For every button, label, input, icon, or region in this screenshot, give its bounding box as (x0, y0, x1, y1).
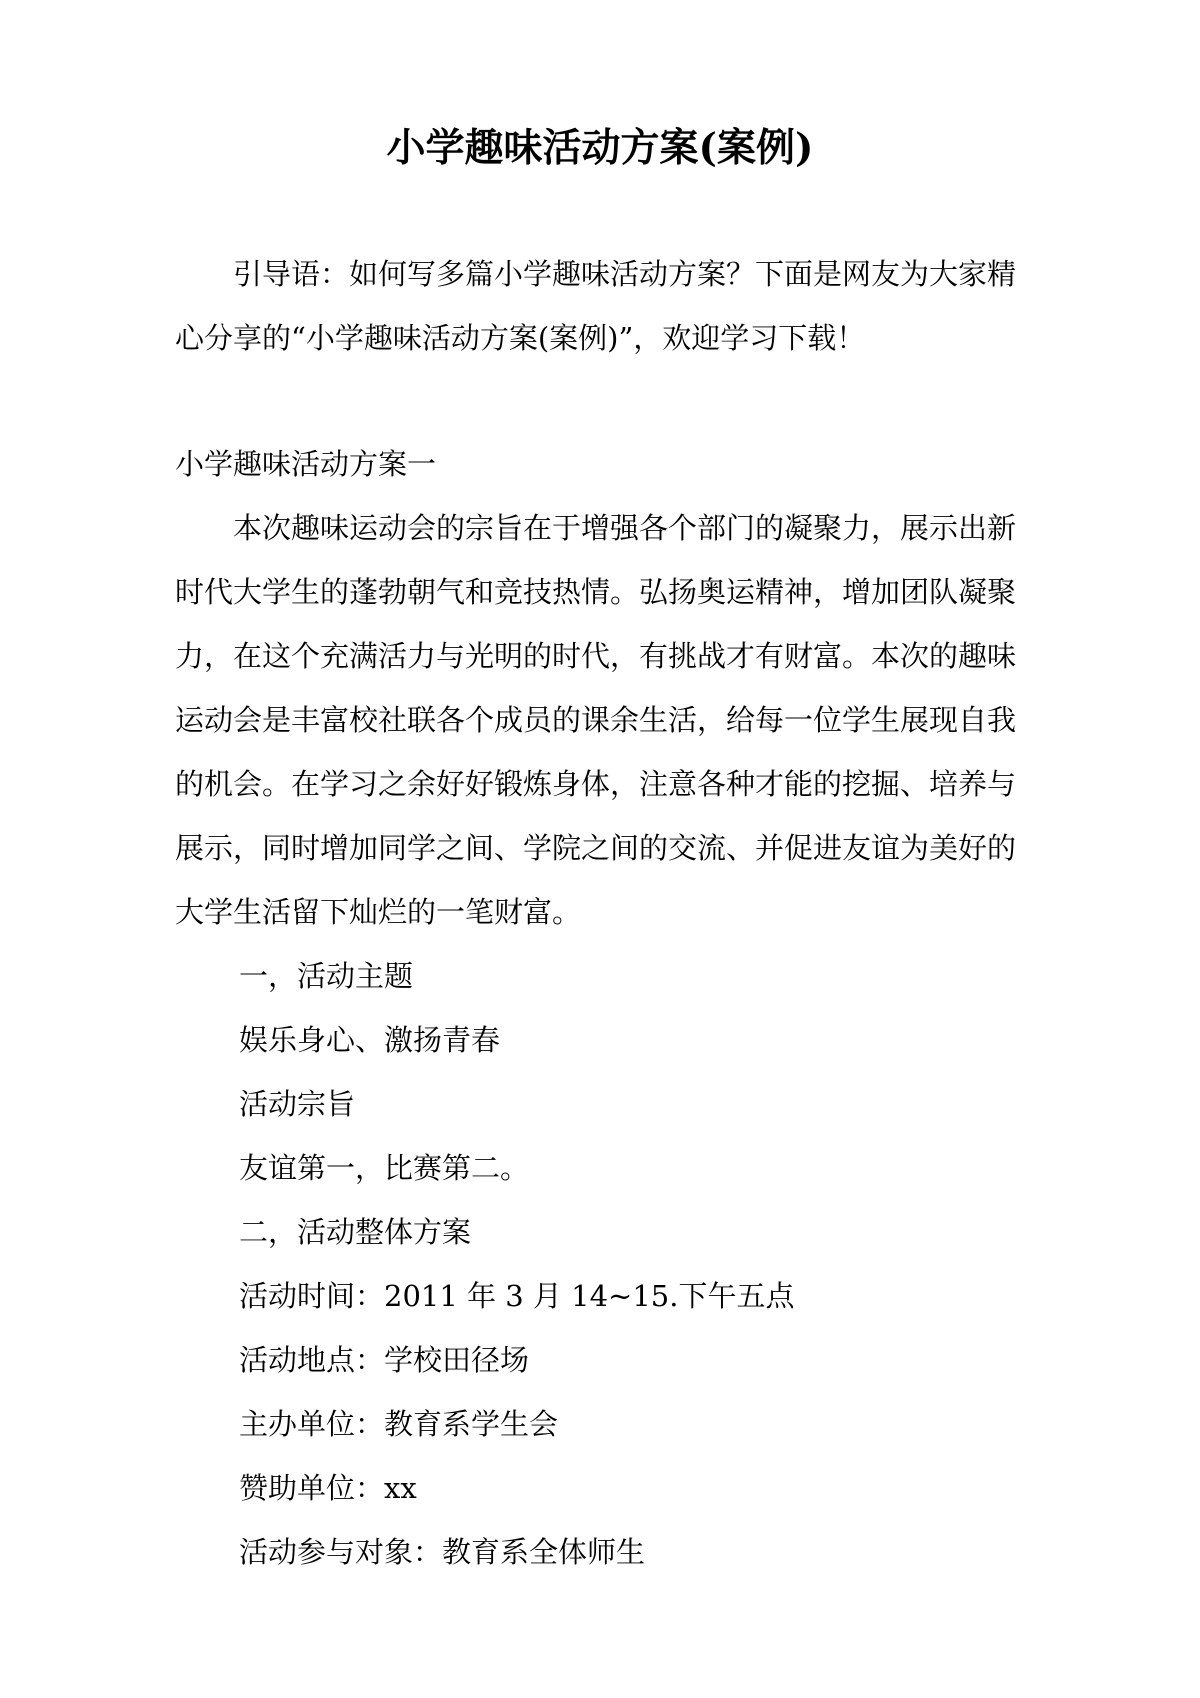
intro-text: 引导语：如何写多篇小学趣味活动方案？下面是网友为大家精心分享的“小学趣味活动方案(案例)”，欢迎学习下载！ (175, 257, 1017, 355)
document-title: 小学趣味活动方案(案例) (386, 125, 814, 171)
intro-paragraph (175, 242, 1037, 370)
list-item: 活动时间：2011 年 3 月 14~15.下午五点 (239, 1279, 795, 1313)
list-item: 主办单位：教育系学生会 (239, 1407, 559, 1441)
list-item: 活动参与对象：教育系全体师生 (239, 1535, 646, 1569)
list-item: 友谊第一，比赛第二。 (239, 1151, 530, 1185)
paragraph-text: 本次趣味运动会的宗旨在于增强各个部门的凝聚力，展示出新时代大学生的蓬勃朝气和竞技热情。弘扬奥运精神，增加团队凝聚力，在这个充满活力与光明的时代，有挑战才有财富。本次的趣味运动会是丰富校社联各个成员的课余生活，给每一位学生展现自我的机会。在学习之余好好锻炼身体，注意各种才能的挖掘、培养与展示，同时增加同学之间、学院之间的交流、并促进友谊为美好的大学生活留下灿烂的一笔财富。 (175, 511, 1017, 929)
list-item: 活动地点：学校田径场 (239, 1343, 530, 1377)
list-item: 活动宗旨 (239, 1087, 356, 1121)
list-item: 娱乐身心、激扬青春 (239, 1023, 501, 1057)
list-item: 二，活动整体方案 (239, 1215, 472, 1249)
section-heading: 小学趣味活动方案一 (175, 447, 437, 481)
item-list (239, 944, 794, 1584)
section-paragraph (175, 496, 1037, 944)
list-item: 赞助单位：xx (239, 1471, 417, 1505)
list-item: 一，活动主题 (239, 959, 414, 993)
